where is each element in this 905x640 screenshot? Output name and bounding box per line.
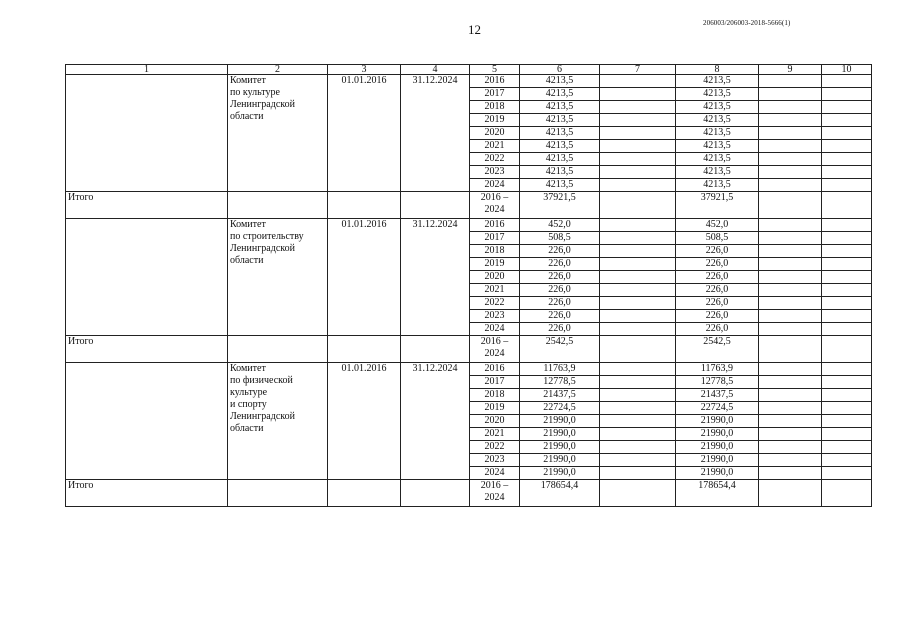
empty-cell [600,363,676,376]
year-cell: 2020 [470,127,520,140]
empty-cell [600,389,676,402]
empty-cell [759,402,822,415]
empty-cell [822,323,872,336]
end-date: 31.12.2024 [401,363,470,480]
amount-cell: 226,0 [676,284,759,297]
empty-cell [822,166,872,179]
empty-cell [822,480,872,507]
year-row [66,219,872,232]
empty-cell [822,376,872,389]
year-cell: 2017 [470,232,520,245]
empty-cell [759,88,822,101]
empty-cell [600,219,676,232]
total-amount: 37921,5 [676,192,759,219]
amount-cell: 226,0 [520,245,600,258]
amount-cell: 226,0 [676,297,759,310]
empty-cell [600,467,676,480]
empty-cell [600,402,676,415]
column-header: 6 [520,65,600,75]
year-cell: 2021 [470,284,520,297]
budget-table-container [65,64,872,507]
amount-cell: 4213,5 [676,179,759,192]
empty-cell [759,415,822,428]
amount-cell: 4213,5 [676,166,759,179]
amount-cell: 226,0 [520,271,600,284]
empty-cell [600,75,676,88]
start-date: 01.01.2016 [328,75,401,192]
empty-cell [759,140,822,153]
total-label: Итого [66,480,228,507]
amount-cell: 226,0 [520,284,600,297]
amount-cell: 226,0 [520,323,600,336]
empty-cell [600,258,676,271]
column-header: 5 [470,65,520,75]
empty-cell [759,127,822,140]
empty-cell [600,310,676,323]
empty-cell [600,232,676,245]
total-label: Итого [66,336,228,363]
year-cell: 2021 [470,428,520,441]
year-cell: 2017 [470,88,520,101]
empty-cell [600,192,676,219]
empty-cell [600,454,676,467]
empty-cell [759,192,822,219]
amount-cell: 226,0 [520,258,600,271]
year-row [66,363,872,376]
amount-cell: 452,0 [520,219,600,232]
empty-cell [600,428,676,441]
amount-cell: 226,0 [676,271,759,284]
organization-name: Комитет по физической культуре и спорту Ленинградской области [228,363,328,480]
empty-cell [822,179,872,192]
total-amount: 178654,4 [520,480,600,507]
empty-cell [759,428,822,441]
total-row [66,336,872,363]
amount-cell: 21990,0 [676,415,759,428]
empty-cell [66,363,228,480]
amount-cell: 21990,0 [520,454,600,467]
empty-cell [759,454,822,467]
column-number-header-row [66,65,872,75]
amount-cell: 226,0 [676,245,759,258]
amount-cell: 21990,0 [520,467,600,480]
empty-cell [759,114,822,127]
year-cell: 2020 [470,415,520,428]
empty-cell [759,101,822,114]
amount-cell: 21990,0 [520,441,600,454]
column-header: 2 [228,65,328,75]
column-header: 4 [401,65,470,75]
empty-cell [822,114,872,127]
year-cell: 2024 [470,323,520,336]
year-cell: 2016 [470,363,520,376]
total-row [66,480,872,507]
amount-cell: 4213,5 [520,88,600,101]
total-label: Итого [66,192,228,219]
amount-cell: 21990,0 [676,441,759,454]
empty-cell [822,428,872,441]
total-period: 2016 – 2024 [470,480,520,507]
empty-cell [328,192,401,219]
amount-cell: 4213,5 [520,114,600,127]
empty-cell [759,441,822,454]
empty-cell [822,454,872,467]
empty-cell [600,271,676,284]
column-header: 8 [676,65,759,75]
amount-cell: 21990,0 [676,454,759,467]
document-code: 206003/206003-2018-5666(1) [703,19,791,27]
empty-cell [228,336,328,363]
empty-cell [600,114,676,127]
empty-cell [759,258,822,271]
budget-table [65,64,872,507]
empty-cell [822,232,872,245]
empty-cell [600,336,676,363]
amount-cell: 4213,5 [520,75,600,88]
empty-cell [600,127,676,140]
empty-cell [600,297,676,310]
year-cell: 2022 [470,441,520,454]
amount-cell: 22724,5 [520,402,600,415]
empty-cell [822,245,872,258]
amount-cell: 4213,5 [520,140,600,153]
year-cell: 2016 [470,219,520,232]
empty-cell [759,480,822,507]
total-period: 2016 – 2024 [470,336,520,363]
empty-cell [600,140,676,153]
amount-cell: 21437,5 [520,389,600,402]
amount-cell: 4213,5 [676,153,759,166]
empty-cell [759,336,822,363]
empty-cell [822,415,872,428]
amount-cell: 4213,5 [520,179,600,192]
year-cell: 2022 [470,297,520,310]
start-date: 01.01.2016 [328,219,401,336]
year-cell: 2023 [470,310,520,323]
amount-cell: 21990,0 [676,467,759,480]
empty-cell [759,179,822,192]
amount-cell: 21990,0 [676,428,759,441]
year-row [66,75,872,88]
empty-cell [600,153,676,166]
empty-cell [600,179,676,192]
empty-cell [759,153,822,166]
amount-cell: 21437,5 [676,389,759,402]
empty-cell [822,140,872,153]
organization-name: Комитет по строительству Ленинградской области [228,219,328,336]
column-header: 3 [328,65,401,75]
empty-cell [822,127,872,140]
organization-name: Комитет по культуре Ленинградской области [228,75,328,192]
empty-cell [822,467,872,480]
amount-cell: 22724,5 [676,402,759,415]
empty-cell [822,441,872,454]
year-cell: 2017 [470,376,520,389]
empty-cell [822,284,872,297]
amount-cell: 12778,5 [520,376,600,389]
year-cell: 2022 [470,153,520,166]
empty-cell [822,297,872,310]
amount-cell: 4213,5 [520,101,600,114]
year-cell: 2024 [470,467,520,480]
amount-cell: 4213,5 [676,88,759,101]
empty-cell [822,336,872,363]
column-header: 9 [759,65,822,75]
amount-cell: 4213,5 [676,140,759,153]
empty-cell [759,271,822,284]
total-amount: 37921,5 [520,192,600,219]
amount-cell: 4213,5 [676,101,759,114]
year-cell: 2018 [470,389,520,402]
total-amount: 2542,5 [676,336,759,363]
empty-cell [822,310,872,323]
empty-cell [600,480,676,507]
year-cell: 2021 [470,140,520,153]
empty-cell [822,389,872,402]
empty-cell [759,284,822,297]
amount-cell: 11763,9 [676,363,759,376]
start-date: 01.01.2016 [328,363,401,480]
empty-cell [759,166,822,179]
year-cell: 2019 [470,402,520,415]
year-cell: 2023 [470,166,520,179]
empty-cell [759,219,822,232]
amount-cell: 508,5 [676,232,759,245]
amount-cell: 226,0 [676,258,759,271]
empty-cell [822,271,872,284]
empty-cell [759,310,822,323]
empty-cell [759,376,822,389]
year-cell: 2016 [470,75,520,88]
amount-cell: 12778,5 [676,376,759,389]
amount-cell: 508,5 [520,232,600,245]
column-header: 1 [66,65,228,75]
empty-cell [600,245,676,258]
empty-cell [759,323,822,336]
amount-cell: 4213,5 [520,153,600,166]
amount-cell: 21990,0 [520,428,600,441]
total-period: 2016 – 2024 [470,192,520,219]
empty-cell [759,75,822,88]
empty-cell [822,258,872,271]
total-amount: 2542,5 [520,336,600,363]
empty-cell [401,336,470,363]
empty-cell [600,323,676,336]
empty-cell [822,219,872,232]
amount-cell: 226,0 [520,310,600,323]
empty-cell [600,88,676,101]
empty-cell [822,363,872,376]
empty-cell [759,232,822,245]
year-cell: 2019 [470,114,520,127]
amount-cell: 11763,9 [520,363,600,376]
empty-cell [228,480,328,507]
amount-cell: 21990,0 [520,415,600,428]
empty-cell [600,415,676,428]
total-row [66,192,872,219]
amount-cell: 226,0 [520,297,600,310]
empty-cell [328,480,401,507]
empty-cell [759,297,822,310]
amount-cell: 4213,5 [520,166,600,179]
column-header: 10 [822,65,872,75]
empty-cell [822,101,872,114]
amount-cell: 4213,5 [676,75,759,88]
empty-cell [759,245,822,258]
amount-cell: 4213,5 [520,127,600,140]
end-date: 31.12.2024 [401,75,470,192]
empty-cell [228,192,328,219]
empty-cell [401,480,470,507]
year-cell: 2018 [470,101,520,114]
empty-cell [822,402,872,415]
amount-cell: 226,0 [676,310,759,323]
empty-cell [600,284,676,297]
empty-cell [328,336,401,363]
empty-cell [822,88,872,101]
empty-cell [66,219,228,336]
empty-cell [759,467,822,480]
amount-cell: 226,0 [676,323,759,336]
empty-cell [759,389,822,402]
empty-cell [401,192,470,219]
empty-cell [600,441,676,454]
amount-cell: 452,0 [676,219,759,232]
year-cell: 2018 [470,245,520,258]
empty-cell [822,75,872,88]
year-cell: 2024 [470,179,520,192]
amount-cell: 4213,5 [676,127,759,140]
empty-cell [600,376,676,389]
page-number: 12 [468,22,481,37]
year-cell: 2023 [470,454,520,467]
empty-cell [759,363,822,376]
end-date: 31.12.2024 [401,219,470,336]
amount-cell: 4213,5 [676,114,759,127]
empty-cell [600,166,676,179]
empty-cell [600,101,676,114]
empty-cell [66,75,228,192]
column-header: 7 [600,65,676,75]
year-cell: 2019 [470,258,520,271]
empty-cell [822,153,872,166]
empty-cell [822,192,872,219]
year-cell: 2020 [470,271,520,284]
total-amount: 178654,4 [676,480,759,507]
